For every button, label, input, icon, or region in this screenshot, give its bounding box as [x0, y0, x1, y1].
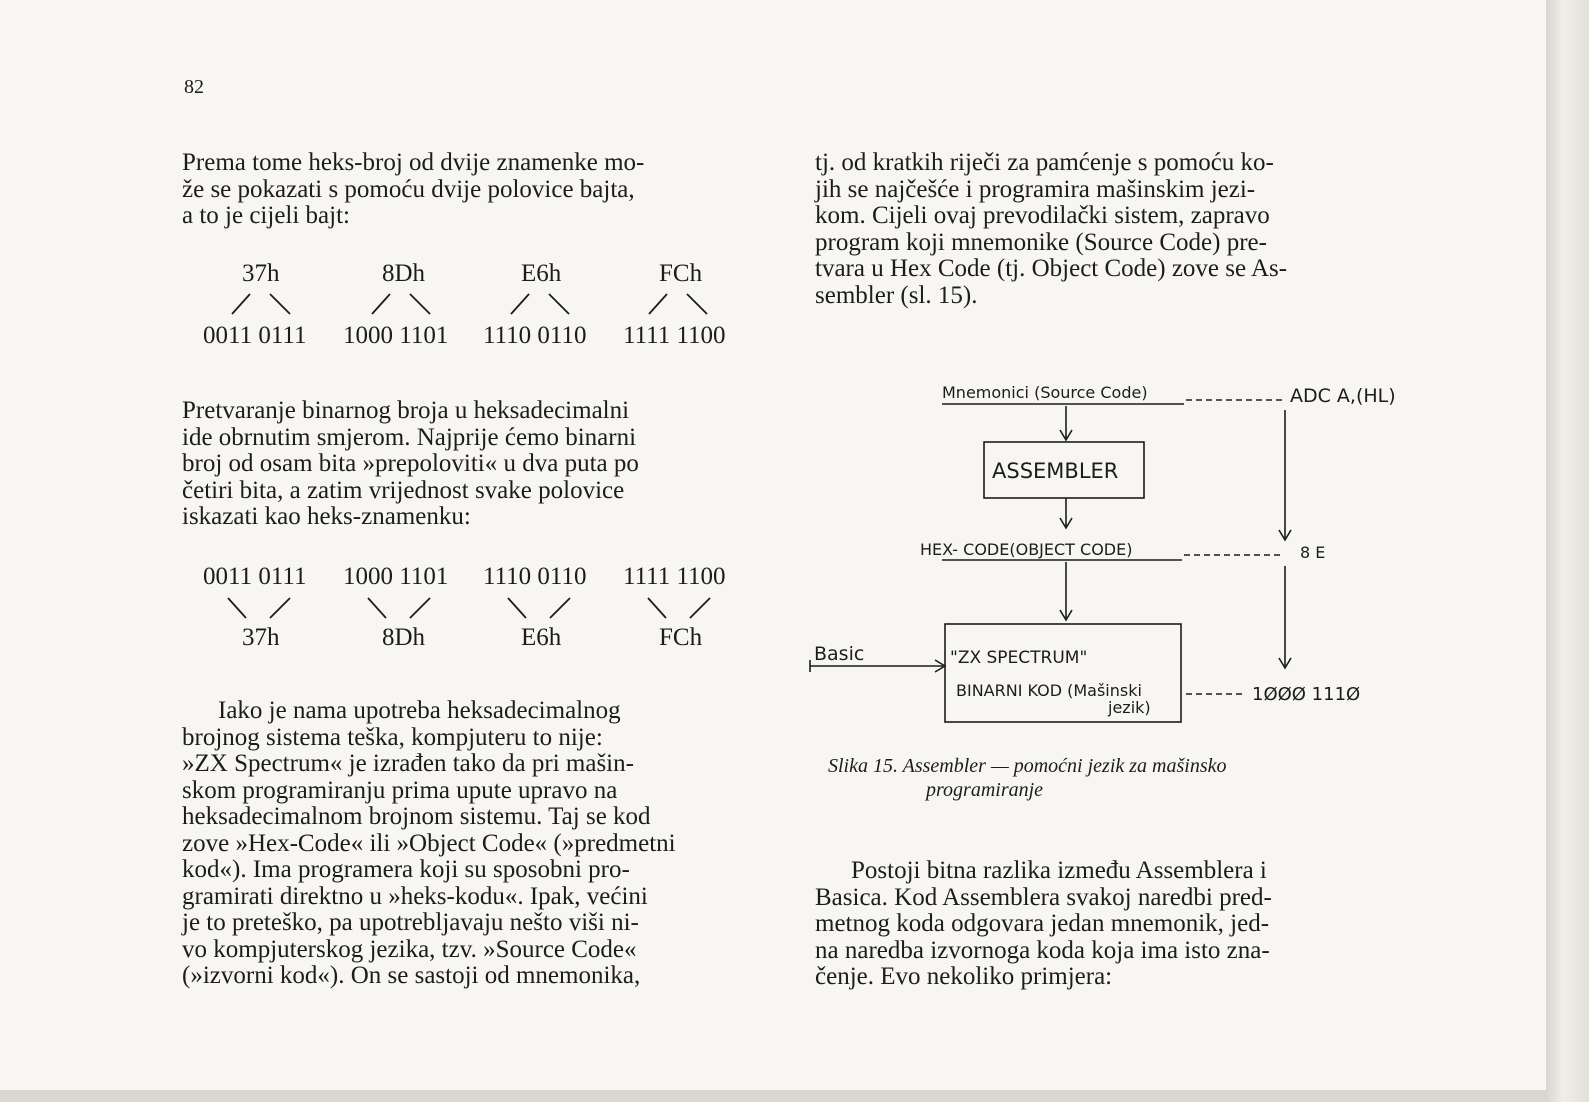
text-line: gramirati direktno u »heks-kodu«. Ipak, većini: [182, 882, 648, 910]
text-line: čenje. Evo nekoliko primjera:: [815, 963, 1113, 990]
hex-code-label: HEX- CODE(OBJECT CODE): [920, 540, 1133, 559]
binary-value: 0011 0111: [203, 563, 307, 590]
text-line: brojnog sistema teška, kompjuteru to nije:: [182, 723, 603, 751]
hex-value: E6h: [521, 260, 562, 287]
text-line: iskazati kao heks-znamenku:: [182, 503, 471, 530]
text-line: Prema tome heks-broj od dvije znamenke mo-: [182, 149, 645, 176]
merge-lines-2: [0, 594, 800, 624]
text-line: vo kompjuterskog jezika, tzv. »Source Code«: [182, 935, 637, 963]
basic-comparison-paragraph: [815, 858, 1410, 991]
text-line: Iako je nama upotreba heksadecimalnog: [218, 697, 621, 724]
split-lines-1: [0, 290, 800, 320]
caption-line: programiranje: [926, 779, 1044, 801]
text-line: kod«). Ima programera koji su sposobni pro-: [182, 856, 630, 883]
figure-caption: [828, 754, 1428, 802]
text-line: Pretvaranje binarnog broja u heksadecimalni: [182, 397, 630, 424]
text-line: program koji mnemonike (Source Code) pre-: [815, 228, 1267, 256]
text-line: tvara u Hex Code (tj. Object Code) zove se As-: [815, 255, 1288, 282]
binary-value: 1111 1100: [623, 322, 726, 349]
text-line: na naredba izvornoga koda koja ima isto zna-: [815, 936, 1270, 964]
text-line: že se pokazati s pomoću dvije polovice bajta,: [182, 175, 635, 203]
hex-value: E6h: [521, 624, 562, 651]
page-binding: [1546, 0, 1589, 1102]
text-line: Postoji bitna razlika između Assemblera i: [851, 857, 1267, 884]
text-line: četiri bita, a zatim vrijednost svake polovice: [182, 476, 625, 504]
text-line: je to preteško, pa upotrebljavaju nešto viši ni-: [182, 909, 639, 936]
text-line: metnog koda odgovara jedan mnemonik, jed-: [815, 910, 1270, 937]
binary-value: 0011 0111: [203, 322, 307, 349]
hex-value: 37h: [242, 260, 280, 287]
text-line: (»izvorni kod«). On se sastoji od mnemonika,: [182, 962, 641, 989]
page-number: 82: [184, 76, 204, 98]
text-line: kom. Cijeli ovaj prevodilački sistem, zapravo: [815, 202, 1270, 229]
text-line: jih se najčešće i programira mašinskim jezi-: [815, 175, 1256, 203]
assembler-box-label: ASSEMBLER: [992, 459, 1119, 483]
text-line: tj. od kratkih riječi za pamćenje s pomoću ko-: [815, 149, 1274, 176]
spectrum-box-line3: jezik): [1108, 698, 1151, 717]
text-line: Basica. Kod Assemblera svakoj naredbi pred-: [815, 883, 1272, 911]
hex-value: 8Dh: [382, 624, 426, 651]
source-example: ADC A,(HL): [1290, 385, 1396, 407]
binary-value: 1111 1100: [623, 563, 726, 590]
hex-value: 8Dh: [382, 260, 426, 287]
intro-paragraph: [182, 150, 774, 230]
spectrum-box-title: "ZX SPECTRUM": [950, 648, 1088, 668]
basic-label: Basic: [814, 643, 865, 665]
page-edge: [0, 1090, 1546, 1102]
assembler-diagram: [800, 370, 1420, 730]
hexcode-paragraph: [182, 698, 774, 990]
spectrum-box-line2: BINARNI KOD (Mašinski: [956, 681, 1142, 700]
hex-value: FCh: [659, 260, 703, 287]
text-line: broj od osam bita »prepoloviti« u dva puta po: [182, 450, 639, 477]
hex-example: 8 E: [1300, 543, 1326, 562]
source-code-label: Mnemonici (Source Code): [942, 383, 1148, 402]
text-line: »ZX Spectrum« je izrađen tako da pri mašin-: [182, 750, 634, 777]
text-line: sembler (sl. 15).: [815, 281, 978, 309]
binary-value: 1000 1101: [343, 563, 449, 590]
binary-example: 1ØØØ 111Ø: [1252, 684, 1361, 705]
text-line: ide obrnutim smjerom. Najprije ćemo binarni: [182, 423, 637, 451]
binary-value: 1000 1101: [343, 322, 449, 349]
text-line: zove »Hex-Code« ili »Object Code« (»predmetni: [182, 829, 676, 857]
binary-value: 1110 0110: [483, 322, 587, 349]
hex-value: 37h: [242, 624, 280, 651]
caption-line: Slika 15. Assembler — pomoćni jezik za mašinsko: [828, 755, 1227, 777]
text-line: a to je cijeli bajt:: [182, 202, 350, 229]
hex-value: FCh: [659, 624, 703, 651]
text-line: skom programiranju prima upute upravo na: [182, 776, 618, 804]
conversion-paragraph: [182, 398, 774, 531]
assembler-paragraph: [815, 150, 1410, 309]
binary-value: 1110 0110: [483, 563, 587, 590]
text-line: heksadecimalnom brojnom sistemu. Taj se kod: [182, 803, 651, 830]
